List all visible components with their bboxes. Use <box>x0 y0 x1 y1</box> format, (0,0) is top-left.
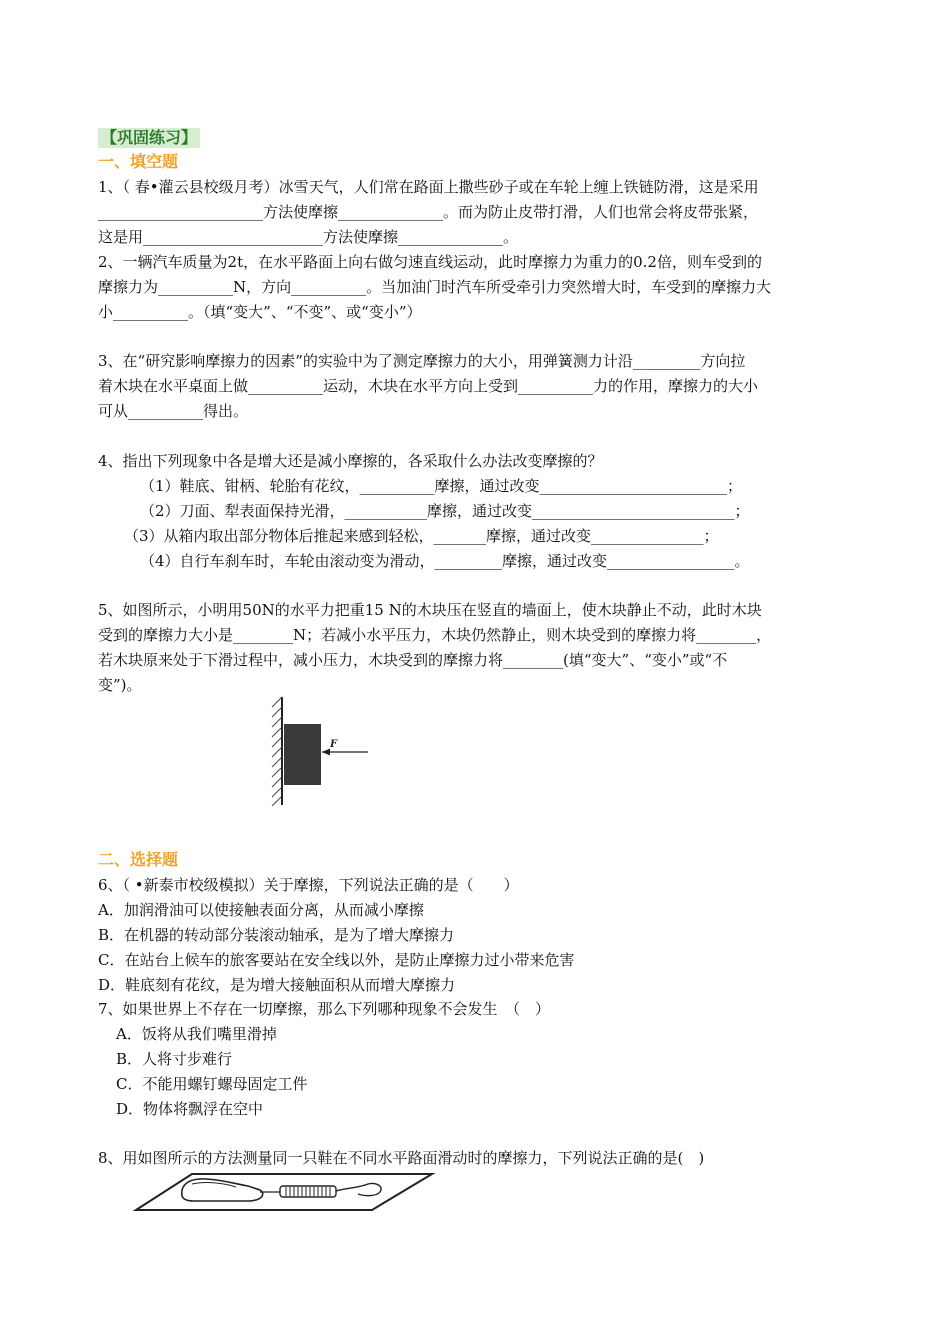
shoe <box>182 1179 263 1201</box>
q7-option-c: C．不能用螺钉螺母固定工件 <box>116 1075 308 1093</box>
force-label: F <box>330 739 338 750</box>
q2-line-3: 小__________。（填“变大”、“不变”、或“变小”） <box>98 303 422 321</box>
q3-line-1: 3、在“研究影响摩擦力的因素”的实验中为了测定摩擦力的大小，用弹簧测力计沿_________方向拉 <box>98 352 746 370</box>
q6-option-b: B．在机器的转动部分装滚动轴承，是为了增大摩擦力 <box>98 926 455 944</box>
q7-stem: 7、如果世界上不存在一切摩擦，那么下列哪种现象不会发生 （ ） <box>98 1000 551 1018</box>
q6-option-d: D．鞋底刻有花纹，是为增大接触面积从而增大摩擦力 <box>98 976 456 994</box>
q4-item-4: （4）自行车刹车时，车轮由滚动变为滑动，_________摩擦，通过改变_________________。 <box>140 552 750 570</box>
q5-line-2: 受到的摩擦力大小是________N；若减小水平压力，木块仍然静止，则木块受到的摩擦力将________， <box>98 626 772 644</box>
q1-line-3: 这是用________________________方法使摩擦______________。 <box>98 228 519 246</box>
wooden-block <box>284 724 321 785</box>
wall-hatching <box>272 697 282 806</box>
q1-line-2: ______________________方法使摩擦______________。而为防止皮带打滑，人们也常会将皮带张紧， <box>98 203 759 221</box>
q7-option-d: D．物体将飘浮在空中 <box>116 1100 264 1118</box>
q1-line-1: 1、（ 春•灌云县校级月考）冰雪天气，人们常在路面上撒些砂子或在车轮上缠上铁链防滑，这是采用 <box>98 178 759 196</box>
q8-stem: 8、用如图所示的方法测量同一只鞋在不同水平路面滑动时的摩擦力，下列说法正确的是( ) <box>98 1149 705 1167</box>
q4-item-2: （2）刀面、犁表面保持光滑，___________摩擦，通过改变___________________________； <box>140 502 750 520</box>
q2-line-1: 2、一辆汽车质量为2t，在水平路面上向右做匀速直线运动，此时摩擦力为重力的0.2倍，则车受到的 <box>98 253 762 271</box>
section-tag: 【巩固练习】 <box>98 128 200 148</box>
force-arrow-head <box>322 749 330 756</box>
q6-stem: 6、（ •新泰市校级模拟）关于摩擦，下列说法正确的是（ ） <box>98 876 519 894</box>
part1-heading: 一、填空题 <box>98 152 179 171</box>
q3-line-3: 可从__________得出。 <box>98 402 249 420</box>
q4-item-3: （3）从箱内取出部分物体后推起来感到轻松，_______摩擦，通过改变_______________； <box>124 527 719 545</box>
q6-option-c: C．在站台上候车的旅客要站在安全线以外，是防止摩擦力过小带来危害 <box>98 951 575 969</box>
q4-stem: 4、指出下列现象中各是增大还是减小摩擦的，各采取什么办法改变摩擦的？ <box>98 452 603 470</box>
wall-block-figure <box>268 695 378 807</box>
shoe-spring-scale-figure <box>132 1170 442 1220</box>
q5-line-4: 变”)。 <box>98 676 142 694</box>
q6-option-a: A．加润滑油可以使接触表面分离，从而减小摩擦 <box>98 901 424 919</box>
q3-line-2: 着木块在水平桌面上做__________运动，木块在水平方向上受到__________力的作用，摩擦力的大小 <box>98 377 759 395</box>
q5-line-1: 5、如图所示，小明用50N的水平力把重15 N的木块压在竖直的墙面上，使木块静止不动，此时木块 <box>98 601 762 619</box>
q7-option-b: B．人将寸步难行 <box>116 1050 233 1068</box>
q4-item-1: （1）鞋底、钳柄、轮胎有花纹，__________摩擦，通过改变_________________________； <box>140 477 743 495</box>
q5-line-3: 若木块原来处于下滑过程中，减小压力，木块受到的摩擦力将________(填“变大”、“变小”或“不 <box>98 651 728 669</box>
q2-line-2: 摩擦力为__________N，方向__________。当加油门时汽车所受牵引力突然增大时，车受到的摩擦力大 <box>98 278 772 296</box>
hand <box>336 1183 381 1195</box>
part2-heading: 二、选择题 <box>98 850 179 869</box>
q7-option-a: A．饭将从我们嘴里滑掉 <box>116 1025 277 1043</box>
spring-scale <box>280 1186 336 1197</box>
